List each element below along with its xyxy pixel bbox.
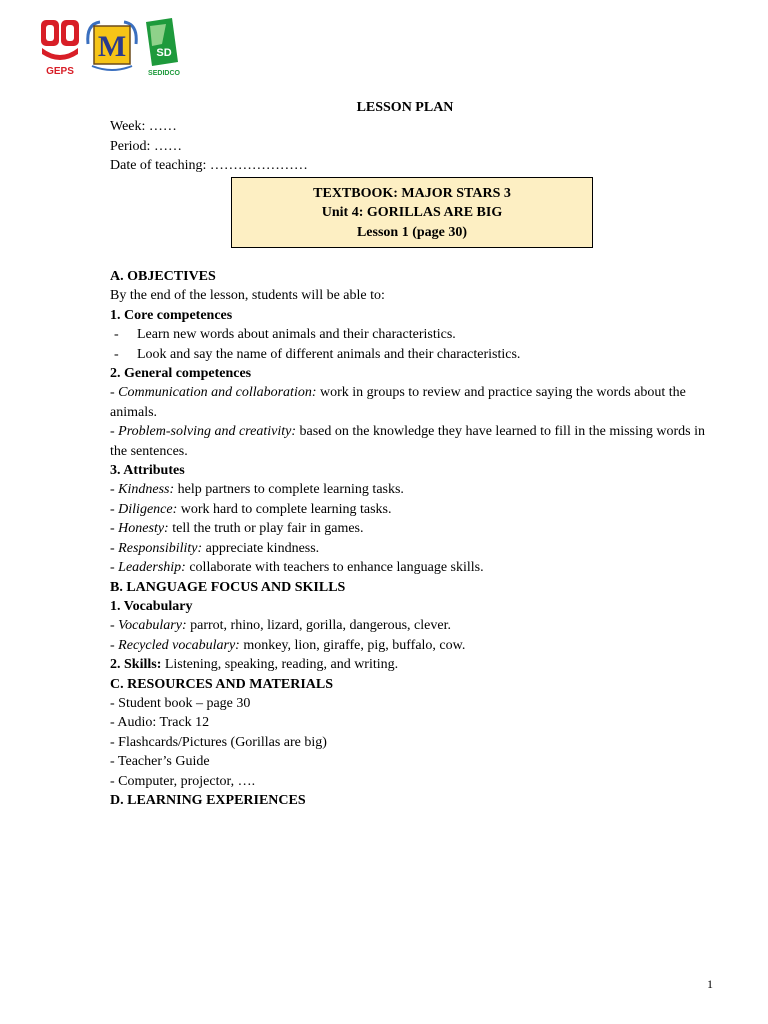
attribute-label: Honesty: [118, 521, 169, 537]
general-item-1-text: work in groups to review and practice saying the words about the animals. [110, 385, 686, 420]
general-item-2-label: Problem-solving and creativity: [118, 424, 296, 440]
attribute-text: tell the truth or play fair in games. [168, 521, 364, 537]
vocab-label: Vocabulary: [118, 618, 187, 634]
geps-logo-text: GEPS [46, 66, 74, 76]
list-item: - Kindness: help partners to complete learning tasks. [110, 482, 404, 498]
lesson-title: Lesson 1 (page 30) [356, 224, 468, 240]
major-education-logo [88, 22, 137, 70]
general-item-1-label: Communication and collaboration: [118, 385, 317, 401]
general-competences-heading: 2. General competences [110, 366, 252, 382]
header-block [110, 98, 720, 176]
core-item-2: Look and say the name of different animals and their characteristics. [137, 346, 521, 362]
skills-line [110, 655, 720, 674]
attribute-text: work hard to complete learning tasks. [177, 501, 392, 517]
unit-title: Unit 4: GORILLAS ARE BIG [321, 205, 503, 221]
list-item: - Problem-solving and creativity: based on the knowledge they have learned to fill in the missing words in the sentences. [110, 424, 706, 459]
vocab-label: Recycled vocabulary: [118, 637, 240, 653]
core-item-1: Learn new words about animals and their characteristics. [137, 327, 456, 343]
period-field: Period: …… [110, 138, 182, 154]
attribute-text: collaborate with teachers to enhance language skills. [185, 560, 484, 576]
date-field: Date of teaching: ………………… [110, 158, 308, 174]
attribute-text: appreciate kindness. [202, 540, 320, 556]
list-item: - Student book – page 30 [110, 695, 251, 711]
sedidco-logo-text: SEDIDCO [148, 70, 180, 76]
list-item: - Learn new words about animals and their characteristics. [110, 325, 720, 344]
vocab-text: parrot, rhino, lizard, gorilla, dangerous, clever. [186, 618, 451, 634]
attribute-label: Responsibility: [118, 540, 203, 556]
list-item: - Responsibility: appreciate kindness. [110, 540, 320, 556]
list-item: - Leadership: collaborate with teachers to enhance language skills. [110, 560, 484, 576]
svg-text:SD: SD [156, 47, 172, 59]
list-item: - Computer, projector, …. [110, 773, 256, 789]
vocab-text: monkey, lion, giraffe, pig, buffalo, cow. [239, 637, 466, 653]
list-item: - Teacher’s Guide [110, 754, 210, 770]
logo-group [38, 14, 188, 76]
attribute-text: help partners to complete learning tasks. [174, 482, 404, 498]
list-item: - Diligence: work hard to complete learning tasks. [110, 501, 392, 517]
page-title: LESSON PLAN [356, 100, 454, 115]
attribute-label: Leadership: [118, 560, 186, 576]
general-item-2-text: based on the knowledge they have learned to fill in the missing words in the sentences. [110, 424, 706, 459]
objectives-intro: By the end of the lesson, students will be able to: [110, 288, 385, 304]
list-item: - Communication and collaboration: work in groups to review and practice saying the words about the animals. [110, 385, 686, 420]
list-item: - Honesty: tell the truth or play fair in games. [110, 521, 364, 537]
page-number: 1 [707, 977, 713, 991]
textbook-box [231, 177, 593, 248]
lesson-body [110, 267, 720, 810]
language-focus-heading: B. LANGUAGE FOCUS AND SKILLS [110, 579, 346, 595]
list-item: - Vocabulary: parrot, rhino, lizard, gorilla, dangerous, clever. [110, 618, 451, 634]
attribute-label: Diligence: [118, 501, 178, 517]
geps-logo [41, 20, 79, 76]
learning-experiences-heading: D. LEARNING EXPERIENCES [110, 792, 306, 808]
vocabulary-heading: 1. Vocabulary [110, 598, 193, 614]
major-logo-letter: M [97, 30, 127, 63]
list-item: - Flashcards/Pictures (Gorillas are big) [110, 734, 327, 750]
list-item: - Audio: Track 12 [110, 715, 210, 731]
attributes-heading: 3. Attributes [110, 463, 185, 479]
skills-text: Listening, speaking, reading, and writing. [161, 657, 399, 673]
list-item: - Look and say the name of different animals and their characteristics. [110, 345, 720, 364]
objectives-heading: A. OBJECTIVES [110, 269, 216, 284]
skills-label: 2. Skills: [110, 657, 162, 673]
list-item: - Recycled vocabulary: monkey, lion, giraffe, pig, buffalo, cow. [110, 637, 466, 653]
resources-heading: C. RESOURCES AND MATERIALS [110, 676, 334, 692]
sedidco-logo [146, 18, 180, 76]
core-competences-heading: 1. Core competences [110, 307, 233, 323]
textbook-title: TEXTBOOK: MAJOR STARS 3 [313, 186, 511, 201]
attribute-label: Kindness: [118, 482, 175, 498]
week-field: Week: …… [110, 119, 177, 135]
